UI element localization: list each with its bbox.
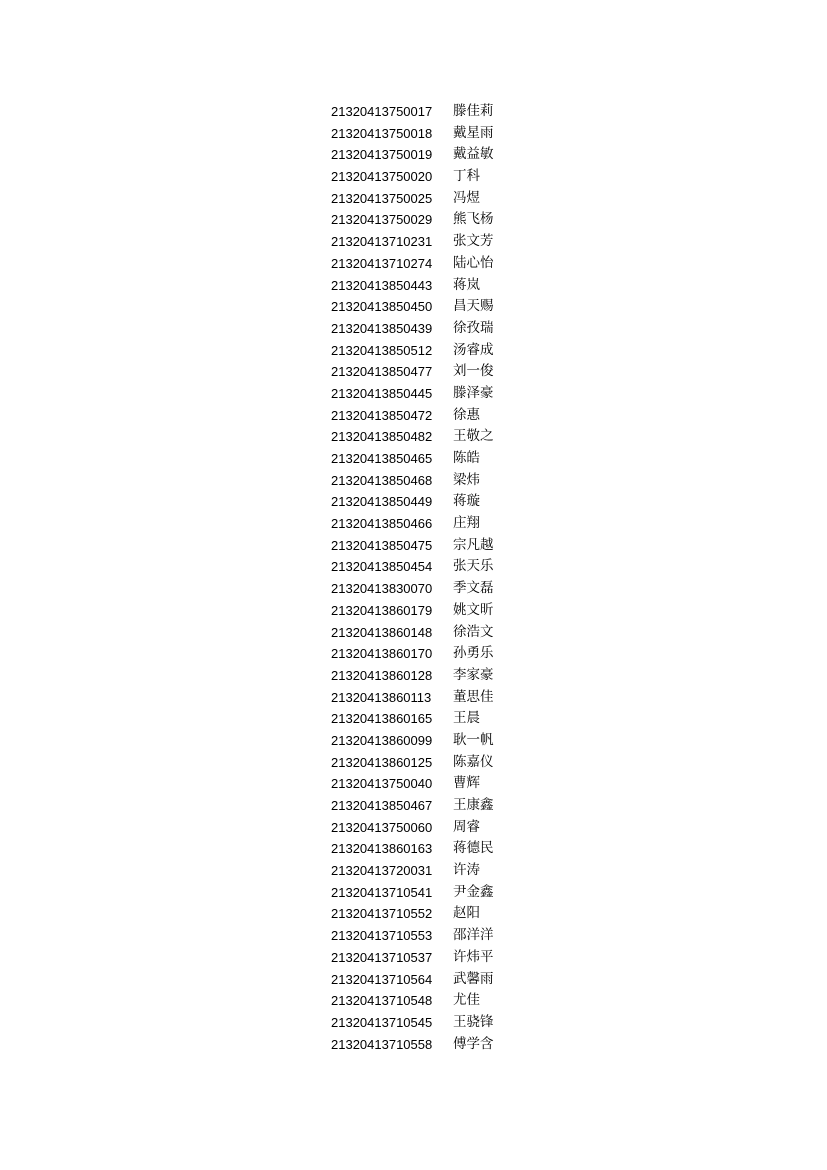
list-item [331, 231, 494, 253]
student-id: 21320413860165 [331, 711, 433, 727]
student-id: 21320413710545 [331, 1014, 433, 1030]
student-name: 熊飞杨 [453, 211, 494, 228]
student-name: 陈嘉仪 [453, 753, 494, 770]
student-id: 21320413750025 [331, 190, 433, 206]
list-item [331, 925, 494, 947]
list-item [331, 578, 494, 600]
list-item [331, 426, 494, 448]
list-item [331, 405, 494, 427]
list-item [331, 448, 494, 470]
student-name: 蒋璇 [453, 493, 480, 510]
list-item [331, 209, 494, 231]
student-name: 曹辉 [453, 775, 480, 792]
list-item [331, 470, 494, 492]
student-id: 21320413850512 [331, 342, 433, 358]
student-id: 21320413850454 [331, 559, 433, 575]
list-item [331, 340, 494, 362]
student-id: 21320413750029 [331, 212, 433, 228]
list-item [331, 730, 494, 752]
student-name: 戴星雨 [453, 124, 494, 141]
student-name: 耿一帆 [453, 731, 494, 748]
student-name: 傅学含 [453, 1035, 494, 1052]
list-item [331, 643, 494, 665]
list-item [331, 1012, 494, 1034]
list-item [331, 513, 494, 535]
list-item [331, 123, 494, 145]
student-id: 21320413850465 [331, 451, 433, 466]
list-item [331, 318, 494, 340]
student-id: 21320413860148 [331, 624, 433, 640]
student-id: 21320413850439 [331, 320, 433, 336]
student-name: 姚文昕 [453, 601, 494, 618]
student-name: 宗凡越 [453, 536, 494, 553]
list-item [331, 101, 494, 123]
student-id: 21320413860163 [331, 841, 433, 857]
student-id: 21320413860113 [331, 689, 432, 705]
list-item [331, 600, 494, 622]
student-name: 梁炜 [453, 471, 480, 488]
list-item [331, 361, 494, 383]
student-name: 王敬之 [453, 428, 494, 445]
student-name: 季文磊 [453, 580, 494, 597]
student-id: 21320413750017 [331, 104, 433, 119]
student-name: 张天乐 [453, 558, 494, 575]
student-name: 武馨雨 [453, 970, 494, 987]
list-item [331, 296, 494, 318]
student-name: 邵洋洋 [453, 927, 494, 944]
student-id: 21320413850443 [331, 277, 433, 293]
student-id: 21320413750060 [331, 819, 433, 835]
student-id: 21320413750018 [331, 125, 433, 141]
student-id: 21320413750019 [331, 147, 433, 163]
student-name: 许炜平 [453, 948, 494, 965]
list-item [331, 817, 494, 839]
student-name: 许涛 [453, 862, 480, 879]
student-name: 王康鑫 [453, 797, 494, 813]
student-name: 尹金鑫 [453, 883, 494, 900]
list-item [331, 166, 494, 188]
student-name: 蒋岚 [453, 276, 480, 293]
list-item [331, 687, 494, 709]
list-item [331, 491, 494, 513]
student-id: 21320413850450 [331, 299, 433, 315]
list-item [331, 188, 494, 210]
student-name: 陆心怡 [453, 254, 494, 271]
student-id: 21320413850477 [331, 364, 433, 380]
student-id: 21320413710231 [331, 234, 433, 250]
student-id: 21320413710553 [331, 928, 433, 944]
student-id: 21320413860128 [331, 667, 433, 683]
student-name: 李家豪 [453, 666, 494, 683]
student-name: 周睿 [453, 818, 480, 835]
student-name: 丁科 [453, 168, 480, 185]
list-item [331, 773, 494, 795]
student-name: 刘一俊 [453, 363, 494, 380]
student-id: 21320413710564 [331, 971, 433, 987]
student-name: 徐孜瑞 [453, 319, 494, 336]
student-name: 徐浩文 [453, 623, 494, 640]
student-name: 冯煜 [453, 189, 480, 206]
student-name: 孙勇乐 [453, 645, 494, 662]
student-id: 21320413710558 [331, 1036, 433, 1052]
student-name: 张文芳 [453, 233, 494, 250]
student-id: 21320413850466 [331, 516, 433, 532]
list-item [331, 947, 494, 969]
student-id: 21320413850472 [331, 407, 433, 423]
list-item [331, 383, 494, 405]
list-item [331, 665, 494, 687]
list-item [331, 882, 494, 904]
student-name: 徐惠 [453, 406, 480, 423]
list-item [331, 838, 494, 860]
student-id: 21320413860125 [331, 754, 433, 770]
student-id: 21320413830070 [331, 581, 433, 597]
student-id: 21320413850449 [331, 494, 433, 510]
list-item [331, 144, 494, 166]
student-id: 21320413850482 [331, 429, 433, 445]
list-item [331, 752, 494, 774]
student-id: 21320413850467 [331, 798, 433, 813]
list-item [331, 903, 494, 925]
student-name: 赵阳 [453, 905, 480, 922]
student-id: 21320413710274 [331, 255, 433, 271]
list-item [331, 708, 494, 730]
student-id: 21320413710548 [331, 993, 433, 1009]
student-name: 王晨 [453, 710, 480, 727]
student-id: 21320413710541 [331, 884, 433, 900]
student-name: 陈皓 [453, 450, 480, 466]
list-item [331, 556, 494, 578]
student-name: 昌天赐 [453, 298, 494, 315]
student-name: 滕泽豪 [453, 384, 494, 401]
student-id: 21320413860099 [331, 732, 433, 748]
student-id: 21320413860179 [331, 602, 433, 618]
list-item [331, 275, 494, 297]
student-name: 王骁锋 [453, 1013, 494, 1030]
list-item [331, 795, 494, 817]
student-id: 21320413750040 [331, 776, 433, 792]
student-id: 21320413860170 [331, 646, 433, 662]
list-item [331, 253, 494, 275]
list-item [331, 535, 494, 557]
list-item [331, 969, 494, 991]
list-item [331, 1034, 494, 1056]
student-id: 21320413720031 [331, 863, 433, 879]
student-name: 庄翔 [453, 515, 480, 532]
student-name: 滕佳莉 [453, 103, 494, 119]
student-name: 戴益敏 [453, 146, 494, 163]
student-id: 21320413850475 [331, 537, 433, 553]
student-id: 21320413750020 [331, 169, 433, 185]
student-id: 21320413710537 [331, 949, 433, 965]
student-id: 21320413850445 [331, 385, 433, 401]
list-item [331, 990, 494, 1012]
list-item [331, 860, 494, 882]
student-name: 蒋德民 [453, 840, 494, 857]
student-roster-list [331, 101, 494, 1055]
student-id: 21320413850468 [331, 472, 433, 488]
list-item [331, 622, 494, 644]
student-name: 汤睿成 [453, 341, 494, 358]
student-name: 董思佳 [453, 688, 494, 705]
student-name: 尤佳 [453, 992, 480, 1009]
student-id: 21320413710552 [331, 906, 433, 922]
